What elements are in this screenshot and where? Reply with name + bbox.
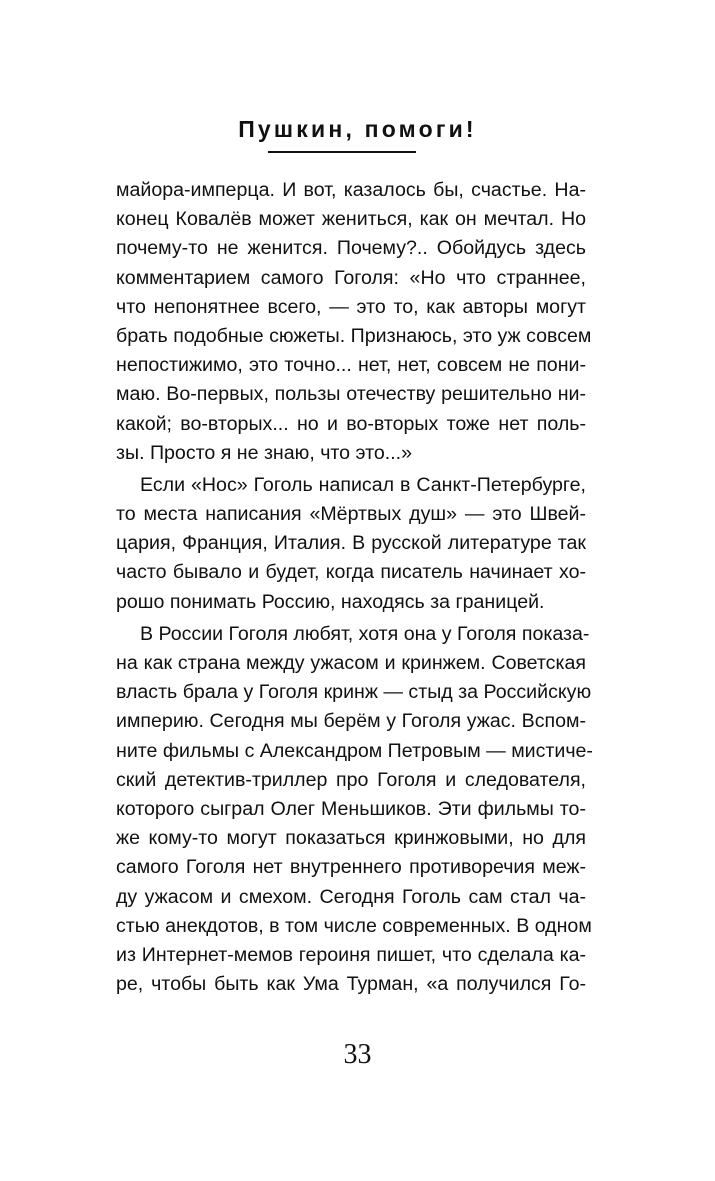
page-number: 33 [343,1039,372,1070]
text-line: самого Гоголя нет внутреннего противоречия меж- [116,856,586,879]
text-line: что непонятнее всего, — это то, как авторы могут [116,295,586,318]
text-line: непостижимо, это точно... нет, нет, совсем не пони- [116,354,586,377]
text-line: ду ужасом и смехом. Сегодня Гоголь сам стал ча- [116,885,586,908]
text-line: часто бывало и будет, когда писатель начинает хо- [116,561,586,584]
body-text [116,176,593,999]
text-line: ните фильмы с Александром Петровым — мистиче- [116,739,593,762]
text-line: из Интернет-мемов героиня пишет, что сделала ка- [116,943,586,966]
text-line: почему-то не женится. Почему?.. Обойдусь здесь [116,237,586,260]
text-line: маю. Во-первых, пользы отечеству решительно ни- [116,383,586,406]
text-line: на как страна между ужасом и кринжем. Советская [116,652,586,674]
text-line: которого сыграл Олег Меньшиков. Эти фильмы то- [116,797,586,820]
text-line: цария, Франция, Италия. В русской литературе так [116,532,586,555]
header-rule [268,151,416,153]
text-line: Если «Нос» Гоголь написал в Санкт-Петербурге, [140,473,586,496]
text-line: империю. Сегодня мы берём у Гоголя ужас. Вспом- [116,710,586,733]
text-line: рошо понимать Россию, находясь за границей. [116,590,545,613]
text-line: ский детектив-триллер про Гоголя и следователя, [116,768,586,791]
text-line: то места написания «Мёртвых душ» — это Швей- [116,503,586,526]
running-title: Пушкин, помоги! [238,116,477,142]
text-line: майора-имперца. И вот, казалось бы, счастье. На- [116,179,586,201]
text-line: конец Ковалёв может жениться, как он мечтал. Но [116,208,586,231]
text-line: какой; во-вторых... но и во-вторых тоже нет поль- [116,412,586,435]
text-line: стью анекдотов, в том числе современных. В одном [116,914,592,937]
text-line: комментарием самого Гоголя: «Но что страннее, [116,266,586,289]
text-line: власть брала у Гоголя кринж — стыд за Российскую [116,681,592,704]
text-line: В России Гоголя любят, хотя она у Гоголя показа- [140,622,590,645]
text-line: зы. Просто я не знаю, что это...» [116,441,412,464]
text-line: брать подобные сюжеты. Признаюсь, это уж совсем [116,324,592,347]
text-line: ре, чтобы быть как Ума Турман, «а получился Го- [116,973,586,996]
text-line: же кому-то могут показаться кринжовыми, но для [116,827,586,850]
